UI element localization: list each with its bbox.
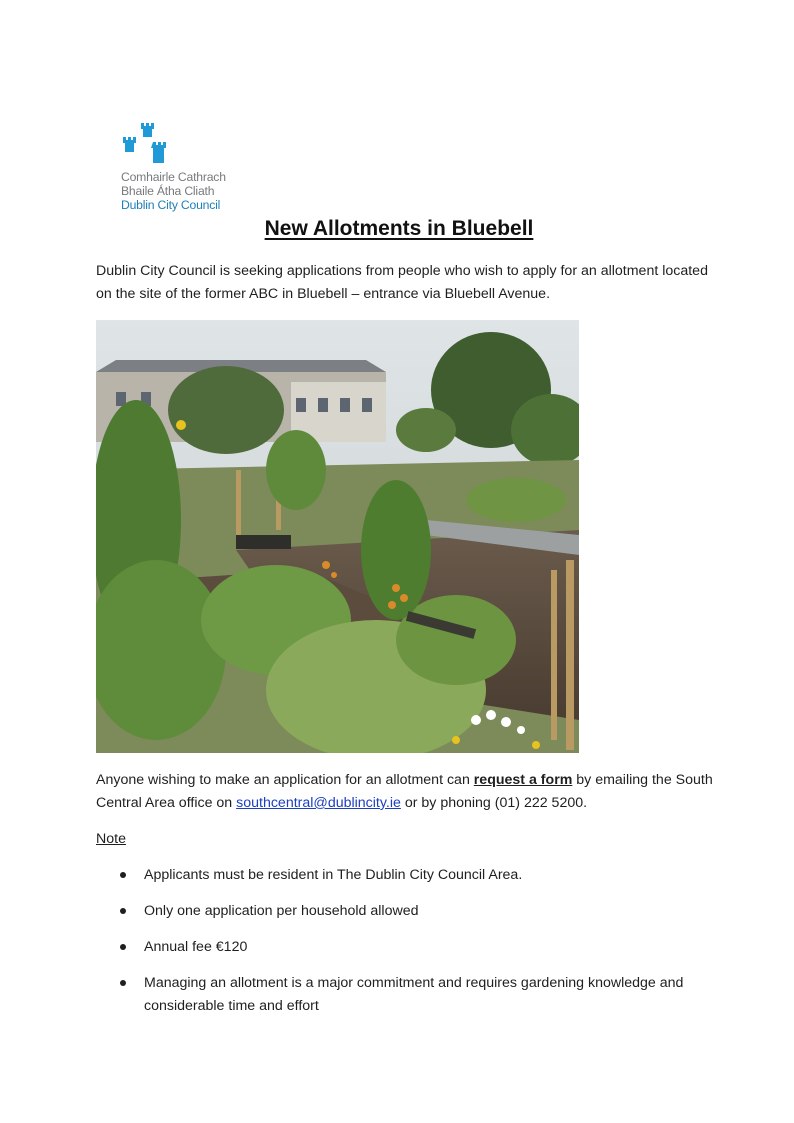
allotment-garden-photo (96, 320, 579, 753)
page-title: New Allotments in Bluebell (264, 217, 534, 240)
logo-line-irish-1: Comhairle Cathrach (121, 170, 226, 184)
council-logo (120, 121, 250, 213)
apply-text-middle: by emailing the South Central Area office on (96, 772, 713, 811)
apply-text-before: Anyone wishing to make an application for an allotment can (96, 772, 474, 788)
email-link[interactable]: southcentral@dublincity.ie (236, 795, 401, 811)
list-item: Only one application per household allowed (96, 900, 716, 923)
list-item: Annual fee €120 (96, 936, 716, 959)
logo-line-english: Dublin City Council (121, 198, 221, 212)
intro-paragraph: Dublin City Council is seeking applications from people who wish to apply for an allotment located on the site of the former ABC in Bluebell – entrance via Bluebell Avenue. (96, 263, 708, 302)
application-paragraph (96, 769, 716, 815)
three-castles-icon (121, 121, 177, 165)
list-item: Applicants must be resident in The Dublin City Council Area. (96, 864, 716, 887)
list-item: Managing an allotment is a major commitment and requires gardening knowledge and considerable time and effort (96, 972, 716, 1018)
note-heading: Note (96, 831, 126, 847)
logo-line-irish-2: Bhaile Átha Cliath (121, 184, 215, 198)
notes-list (96, 864, 716, 1031)
apply-text-after: or by phoning (01) 222 5200. (400, 795, 588, 811)
logo-text (121, 170, 226, 212)
request-form-link[interactable]: request a form (473, 772, 573, 788)
